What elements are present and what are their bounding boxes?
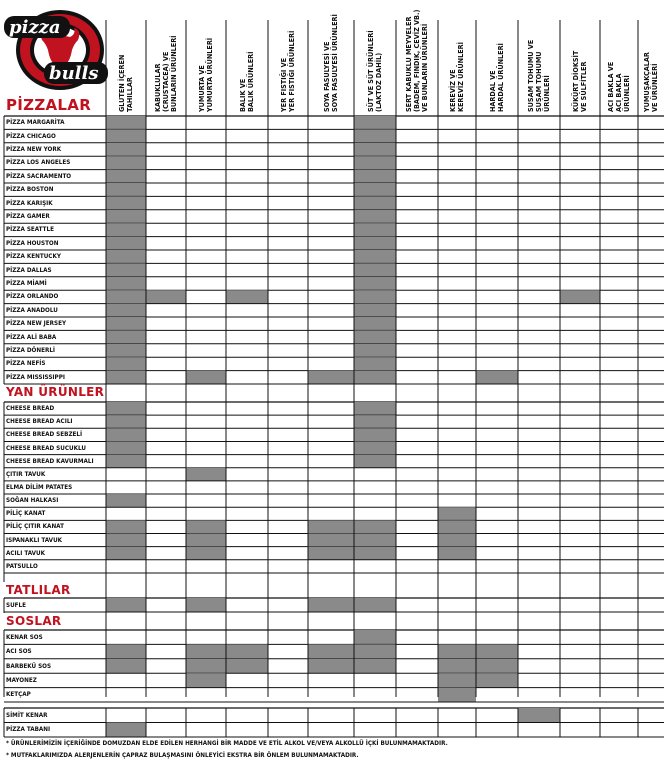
allergen-cell-filled [186,644,226,658]
allergen-cell-filled [106,494,146,507]
allergen-cell-filled [106,237,146,250]
table-row-label: ACI SOS [6,648,32,656]
allergen-cell-filled [106,441,146,454]
table-row-label: CHEESE BREAD [6,405,55,413]
allergen-cell-filled [354,330,396,343]
allergen-cell-filled [354,143,396,156]
column-header-label: YER FISTIĞI VE YER FISTIĞI ÜRÜNLERİ [279,30,296,112]
allergen-cell-filled [106,547,146,560]
allergen-cell-filled [308,659,354,673]
allergen-cell-filled [354,156,396,169]
allergen-cell-filled [226,644,268,658]
table-row-label: MAYONEZ [6,676,37,684]
allergen-cell-filled [518,708,560,723]
allergen-cell-filled [308,547,354,560]
allergen-cell-filled [354,520,396,533]
column-header-label: YUMURTA VE YUMURTA ÜRÜNLERİ [197,37,214,112]
allergen-cell-filled [354,170,396,183]
column-header-label: KABUKLULAR (CRUSTACEA) VE BUNLARIN ÜRÜNLERİ [153,35,178,112]
allergen-cell-filled [106,183,146,196]
allergen-cell-filled [308,520,354,533]
allergen-cell-filled [226,290,268,303]
allergen-cell-filled [106,290,146,303]
table-row-label: PİZZA TABANI [6,726,51,734]
allergen-cell-filled [438,644,476,658]
table-row-label: PİZZA KENTUCKY [6,253,61,261]
allergen-cell-filled [354,630,396,644]
allergen-cell-filled [186,659,226,673]
footnote: * MUTFAKLARIMIZDA ALERJENLERİN ÇAPRAZ BULAŞMASINI ÖNLEYİCİ EKSTRA BİR ÖNLEM BULUNMAMAKTADIR. [6,752,359,759]
table-row-label: PİZZA MISSISSIPPI [6,373,65,381]
allergen-cell-filled [106,415,146,428]
allergen-cell-filled [106,210,146,223]
table-row-label: PİZZA BOSTON [6,186,54,194]
allergen-cell-filled [476,659,518,673]
allergen-cell-filled [354,237,396,250]
allergen-cell-filled [560,290,600,303]
allergen-cell-filled [186,371,226,384]
allergen-cell-filled [308,371,354,384]
allergen-cell-filled [308,598,354,612]
allergen-cell-filled [106,455,146,468]
table-row-label: PİZZA NEW YORK [6,146,62,153]
allergen-cell-filled [354,357,396,370]
allergen-cell-filled [106,659,146,673]
table-row-label: PATSULLO [6,562,38,570]
column-header-label: HARDAL VE HARDAL ÜRÜNLERİ [488,43,505,112]
table-row-label: PİZZA GAMER [6,213,50,220]
column-header-label: KÜKÜRT DİOKSİT VE SÜLFİTLER [571,50,588,112]
allergen-cell-filled [186,673,226,687]
allergen-cell-filled [106,598,146,612]
column-header-label: SUSAM TOHUMU VE SUSAM TOHUMU ÜRÜNLERİ [526,39,551,112]
allergen-cell-filled [106,129,146,142]
table-row-label: PİZZA SACRAMENTO [6,172,72,180]
allergen-cell-filled [106,428,146,441]
allergen-cell-filled [354,659,396,673]
allergen-cell-filled [354,317,396,330]
allergen-cell-filled [106,116,146,129]
table-row-label: PİZZA SEATTLE [6,226,55,234]
table-row-label: PİZZA CHICAGO [6,132,56,140]
column-header-label: BALIK VE BALIK ÜRÜNLERİ [238,51,255,112]
allergen-cell-filled [106,520,146,533]
allergen-cell-filled [308,644,354,658]
table-row-label: PİZZA NEW JERSEY [6,320,67,328]
allergen-cell-filled [354,129,396,142]
allergen-cell-filled [354,441,396,454]
column-header-label: ACI BAKLA VE ACI BAKLA ÜRÜNLERİ [606,61,631,112]
allergen-cell-filled [106,277,146,290]
allergen-cell-filled [438,673,476,687]
allergen-cell-filled [354,304,396,317]
column-header-label: KEREVİZ VE KEREVİZ ÜRÜNLERİ [448,42,465,112]
svg-text:bulls: bulls [49,63,99,84]
section-title: TATLILAR [6,583,71,597]
allergen-cell-filled [476,673,518,687]
allergen-cell-filled [476,644,518,658]
allergen-cell-filled [438,547,476,560]
allergen-cell-filled [354,402,396,415]
allergen-cell-filled [106,644,146,658]
table-row-label: CHEESE BREAD SUCUKLU [6,444,86,452]
allergen-cell-filled [106,534,146,547]
table-row-label: ISPANAKLI TAVUK [6,536,63,544]
allergen-cell-filled [354,371,396,384]
table-row-label: PİZZA MİAMİ [6,280,47,287]
allergen-cell-filled [106,723,146,738]
allergen-cell-filled [106,196,146,209]
allergen-cell-filled [106,250,146,263]
allergen-cell-filled [106,371,146,384]
footnote: * ÜRÜNLERİMİZİN İÇERİĞİNDE DOMUZDAN ELDE EDİLEN HERHANGİ BİR MADDE VE ETİL ALKOL VE/VEYA ALKOLLÜ İÇKİ BULUNMAMAKTADIR. [6,740,448,747]
allergen-cell-filled [106,344,146,357]
allergen-cell-filled [354,455,396,468]
table-row-label: CHEESE BREAD KAVURMALI [6,457,94,465]
table-row-label: PİLİÇ ÇITIR KANAT [6,523,64,531]
allergen-cell-filled [186,534,226,547]
allergen-cell-filled [146,290,186,303]
allergen-cell-filled [186,520,226,533]
allergen-cell-filled [354,428,396,441]
allergen-cell-filled [354,250,396,263]
allergen-cell-filled [354,534,396,547]
table-row-label: ELMA DİLİM PATATES [6,483,73,491]
table-row-label: SİMİT KENAR [6,711,48,719]
table-row-label: PİZZA DÖNERLİ [6,347,56,354]
table-row-label: PİZZA ALİ BABA [6,333,57,341]
allergen-cell-filled [226,659,268,673]
allergen-cell-filled [106,156,146,169]
table-row-label: SOĞAN HALKASI [6,497,59,505]
table-row-label: CHEESE BREAD SEBZELİ [6,431,83,439]
table-row-label: PİZZA LOS ANGELES [6,159,71,167]
allergen-cell-filled [106,402,146,415]
allergen-cell-filled [354,263,396,276]
table-row-label: BARBEKÜ SOS [6,662,52,670]
allergen-cell-filled [354,196,396,209]
allergen-cell-filled [354,116,396,129]
allergen-cell-filled [106,330,146,343]
allergen-cell-filled [354,644,396,658]
table-row-label: ACILI TAVUK [6,549,46,557]
allergen-cell-filled [438,688,476,702]
svg-text:pizza: pizza [9,17,61,38]
column-header-label: YUMUŞAKÇALAR VE ÜRÜNLERİ [642,52,659,112]
allergen-cell-filled [186,598,226,612]
table-row-label: KENAR SOS [6,633,43,641]
allergen-cell-filled [354,277,396,290]
allergen-cell-filled [106,143,146,156]
section-title: SOSLAR [6,614,62,628]
table-row-label: KETÇAP [6,691,31,699]
allergen-cell-filled [106,170,146,183]
allergen-cell-filled [106,304,146,317]
section-title: PİZZALAR [6,96,92,114]
allergen-cell-filled [438,534,476,547]
allergen-cell-filled [186,547,226,560]
allergen-cell-filled [354,183,396,196]
table-row-label: ÇITIR TAVUK [6,470,46,478]
allergen-cell-filled [106,263,146,276]
table-row-label: PİZZA ANADOLU [6,306,58,314]
column-header-label: SÜT VE SÜT ÜRÜNLERİ (LAKTOZ DAHİL) [366,30,383,112]
table-row-label: PİLİÇ KANAT [6,510,46,518]
allergen-cell-filled [354,223,396,236]
column-header-label: SERT KABUKLU MEYVELER (BADEM, FINDIK, CEVİZ VB.) VE BUNLARIN ÜRÜNLERİ [404,9,429,112]
table-row-label: PİZZA KARIŞIK [6,199,53,207]
allergen-cell-filled [354,344,396,357]
allergen-cell-filled [354,290,396,303]
table-row-label: PİZZA NEFİS [6,360,46,368]
allergen-cell-filled [354,598,396,612]
allergen-cell-filled [354,415,396,428]
allergen-cell-filled [106,357,146,370]
table-row-label: PİZZA HOUSTON [6,239,59,247]
allergen-cell-filled [308,534,354,547]
table-row-label: PİZZA ORLANDO [6,293,59,301]
column-header-label: SOYA FASULYESİ VE SOYA FASULYESİ ÜRÜNLERİ [322,14,339,112]
table-row-label: PİZZA MARGARİTA [6,119,65,127]
table-row-label: SUFLE [6,601,27,609]
allergen-cell-filled [106,223,146,236]
allergen-cell-filled [354,547,396,560]
section-title: YAN ÜRÜNLER [6,385,105,399]
allergen-cell-filled [354,210,396,223]
allergen-cell-filled [438,520,476,533]
allergen-cell-filled [186,468,226,481]
allergen-cell-filled [438,507,476,520]
allergen-cell-filled [438,659,476,673]
column-header-label: GLUTEN İÇEREN TAHILLAR [117,54,134,112]
table-row-label: PİZZA DALLAS [6,266,52,274]
allergen-cell-filled [106,317,146,330]
table-row-label: CHEESE BREAD ACILI [6,418,73,426]
allergen-cell-filled [476,371,518,384]
